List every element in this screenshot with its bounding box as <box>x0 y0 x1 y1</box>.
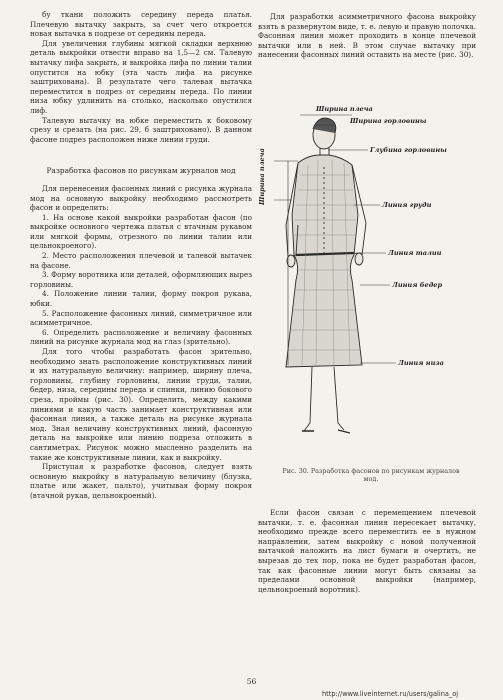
list-item: 3. Форму воротника или деталей, оформляющих вырез горловины. <box>30 270 252 289</box>
paragraph: бу ткани положить середину переда платья. Плечевую вытачку закрыть, за счет чего откроется новая вытачка в подрезе от середины переда. <box>30 10 252 39</box>
section-heading: Разработка фасонов по рисункам журналов мод <box>46 166 236 176</box>
page-number: 56 <box>246 677 257 686</box>
label-shoulder-width: Ширина плеча <box>316 105 373 113</box>
right-text-bottom <box>258 508 476 594</box>
right-text-top <box>258 12 476 60</box>
paragraph: Для увеличения глубины мягкой складки верхнюю деталь выкройки отвести вправо на 1,5—2 см. Талевую вытачку лифа закрыть, и выкройка лифа по линии талии опустится на юбку (эта часть лифа на рисунке заштрихована). В результате чего талевая вытачка переместится в подрез от середины переда. По линии низа юбку удлинить на столько, насколько опустился лиф. <box>30 38 252 115</box>
paragraph: Для того чтобы разработать фасон зрительно, необходимо знать расположение конструктивных линий и их натуральную величину: например, ширину плеча, горловины, глубину горловины, линии груди, талии, бедер, низа, середины переда и спинки, линию бокового среза, проймы (рис. 30). Определить, между какими линиями и какую часть занимает конструктивная или фасонная линия, а также деталь на рисунке журнала мод. Зная величину конструктивных линий, фасонную деталь на выкройке или линию подреза отложить в сантиметрах. Рисунок можно мысленно разделить на такие же конструктивные линии, как и выкройку. <box>30 347 252 462</box>
left-text-column <box>30 10 252 501</box>
label-bust-line: Линия груди <box>382 201 432 209</box>
figure-caption: Рис. 30. Разработка фасонов по рисункам журналов мод. <box>282 467 460 484</box>
paragraph: Для разработки асимметричного фасона выкройку взять в развернутом виде, т. е. левую и правую полочка. Фасонная линия может проходить в конце плечевой вытачки или в ней. В этом случае вытачку при нанесении фасонных линий оставить на месте (рис. 30). <box>258 12 476 60</box>
list-item: 2. Место расположения плечевой и талевой вытачек на фасоне. <box>30 251 252 270</box>
list-item: 4. Положение линии талии, форму покроя рукава, юбки. <box>30 289 252 309</box>
watermark-url: http://www.liveinternet.ru/users/galina_oj <box>322 690 459 698</box>
list-item: 6. Определить расположение и величину фасонных линий на рисунке журнала мод на глаз (зрительно). <box>30 327 252 347</box>
woman-dress-drawing <box>258 105 476 480</box>
label-waist-line: Линия талии <box>388 249 442 257</box>
paragraph: Талевую вытачку на юбке переместить к боковому срезу и срезать (на рис. 29, б заштриховано). В данном фасоне подрез расположен ниже линии груди. <box>30 115 252 144</box>
list-item: 1. На основе какой выкройки разработан фасон (по выкройке основного чертежа платья с втачным рукавом или мягкой формы, отрезного по линии талии или цельнокроеного). <box>30 212 252 251</box>
paragraph: Для перенесения фасонных линий с рисунка журнала мод на основную выкройку необходимо рассмотреть фасон и определить: <box>30 183 252 213</box>
fashion-figure-illustration <box>258 105 476 480</box>
label-hem-line: Линия низа <box>398 359 444 367</box>
paragraph: Если фасон связан с перемещением плечевой вытачки, т. е. фасонная линия пересекает вытачку, необходимо прежде всего переместить ее в нужном направлении, затем выкройку с новой полученной вытачкой наложить на лист бумаги и очертить, не вырезав до тех пор, пока не будет разработан фасон, так как фасонные линии могут быть связаны за пределами основной выкройки (например, цельнокроеный воротник). <box>258 508 476 594</box>
paragraph: Приступая к разработке фасонов, следует взять основную выкройку в натуральную величину (блузка, платье или жакет, пальто), учитывая форму покроя (втачной рукав, цельнокроеный). <box>30 462 252 500</box>
label-shoulder-width-vertical: Ширина плеча <box>258 148 266 205</box>
label-hip-line: Линия бедер <box>392 281 443 289</box>
label-neck-depth: Глубина горловины <box>370 146 447 154</box>
label-neck-width: Ширина горловины <box>350 117 427 125</box>
list-item: 5. Расположение фасонных линий, симметричное или асимметричное. <box>30 308 252 328</box>
